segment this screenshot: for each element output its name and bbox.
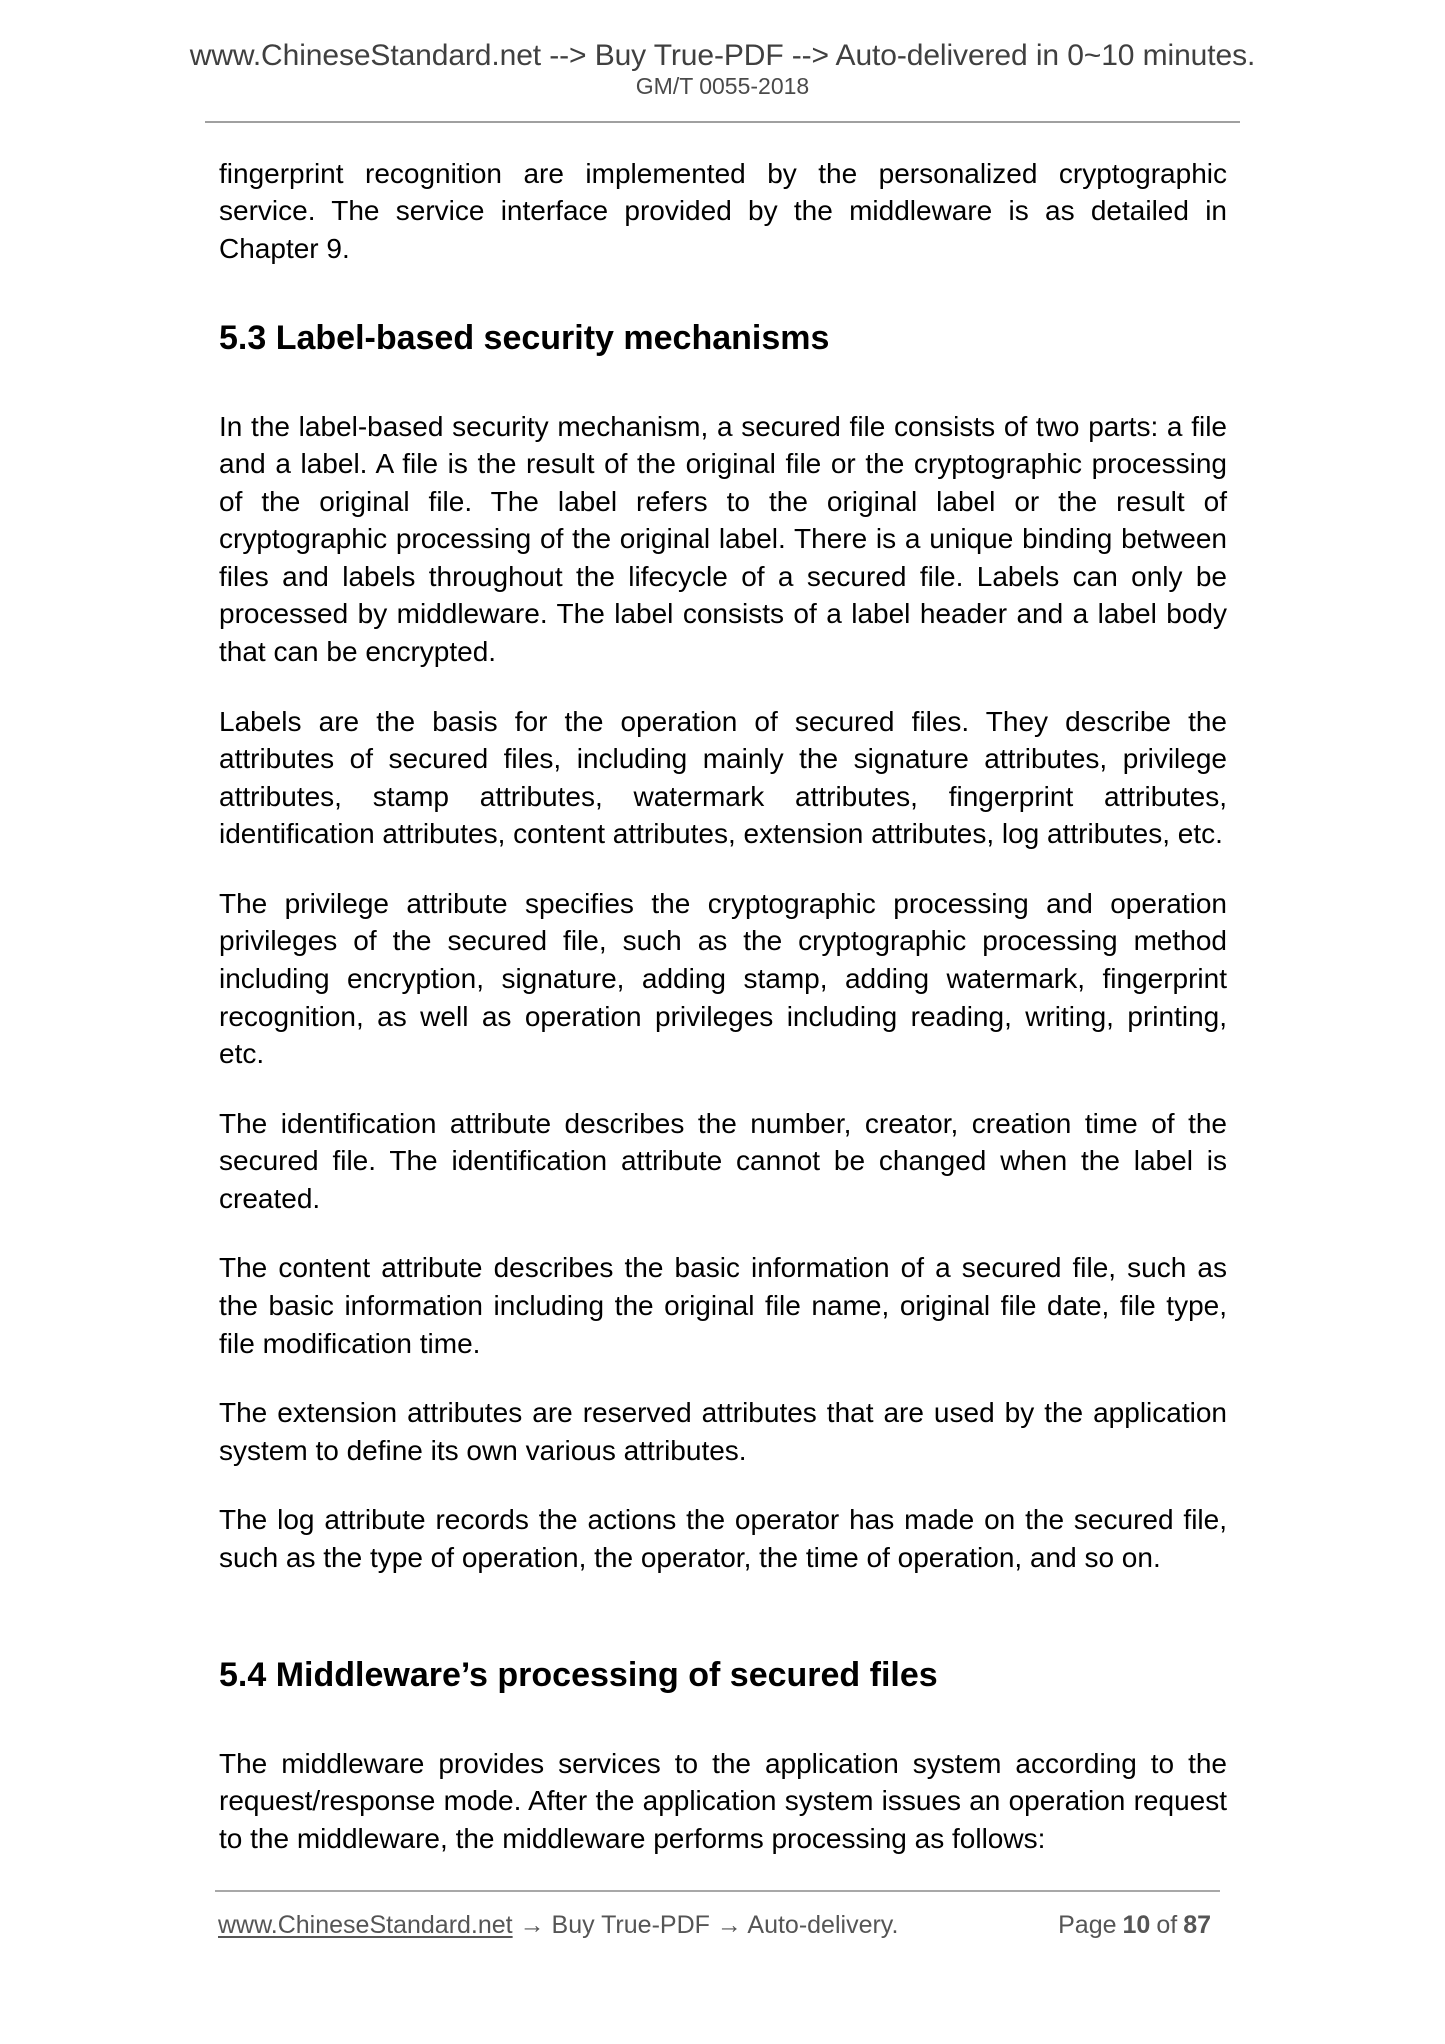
section-heading-5-4: 5.4 Middleware’s processing of secured files <box>219 1656 938 1694</box>
paragraph-label-mechanism: In the label-based security mechanism, a secured file consists of two parts: a file and a label. A file is the result of the original file or the cryptographic processing of the original file. The label refers to the original label or the result of cryptographic processing of the original label. There is a unique binding between files and labels throughout the lifecycle of a secured file. Labels can only be processed by middleware. The label consists of a label header and a label body that can be encrypted. <box>219 410 1227 668</box>
paragraph-privilege-attribute: The privilege attribute specifies the cryptographic processing and operation privileges of the secured file, such as the cryptographic processing method including encryption, signature, adding stamp, adding watermark, fingerprint recognition, as well as operation privileges including reading, writing, printing, etc. <box>219 887 1227 1070</box>
section-5-3-heading-block <box>219 318 1227 358</box>
page-current: 10 <box>1122 1911 1151 1939</box>
footer-tagline: → Buy True-PDF → Auto-delivery. <box>512 1911 899 1939</box>
paragraph-log-attribute: The log attribute records the actions the operator has made on the secured file, such as the type of operation, the operator, the time of operation, and so on. <box>219 1504 1227 1573</box>
page-number <box>1055 1910 1214 1940</box>
page-total: 87 <box>1183 1911 1211 1939</box>
footer-site-link[interactable]: www.ChineseStandard.net <box>218 1911 513 1939</box>
intro-paragraph-block <box>219 155 1227 268</box>
header-divider <box>205 121 1240 123</box>
section-heading-5-3: 5.3 Label-based security mechanisms <box>219 319 830 357</box>
section-5-3-body <box>219 408 1227 1577</box>
page-label: Page <box>1058 1911 1117 1939</box>
paragraph-extension-attributes: The extension attributes are reserved attributes that are used by the application system to define its own various attributes. <box>219 1397 1227 1466</box>
page-footer <box>218 1910 1214 1940</box>
footer-promo <box>218 1910 898 1940</box>
paragraph-content-attribute: The content attribute describes the basic information of a secured file, such as the basic information including the original file name, original file date, file type, file modification time. <box>219 1252 1227 1359</box>
section-5-4-heading-block <box>219 1655 1227 1695</box>
header-banner: www.ChineseStandard.net --> Buy True-PDF --> Auto-delivered in 0~10 minutes. <box>189 39 1256 72</box>
paragraph-labels-basis: Labels are the basis for the operation of secured files. They describe the attributes of secured files, including mainly the signature attributes, privilege attributes, stamp attributes, watermark attributes, fingerprint attributes, identification attributes, content attributes, extension attributes, log attributes, etc. <box>219 705 1227 850</box>
paragraph-middleware-processing: The middleware provides services to the application system according to the request/response mode. After the application system issues an operation request to the middleware, the middleware performs processing as follows: <box>219 1747 1227 1854</box>
footer-divider <box>215 1890 1220 1892</box>
standard-id: GM/T 0055-2018 <box>635 73 810 99</box>
page-of: of <box>1156 1911 1178 1939</box>
section-5-4-body <box>219 1745 1227 1858</box>
intro-paragraph: fingerprint recognition are implemented by the personalized cryptographic service. The service interface provided by the middleware is as detailed in Chapter 9. <box>219 157 1227 264</box>
paragraph-identification-attribute: The identification attribute describes the number, creator, creation time of the secured file. The identification attribute cannot be changed when the label is created. <box>219 1107 1227 1214</box>
